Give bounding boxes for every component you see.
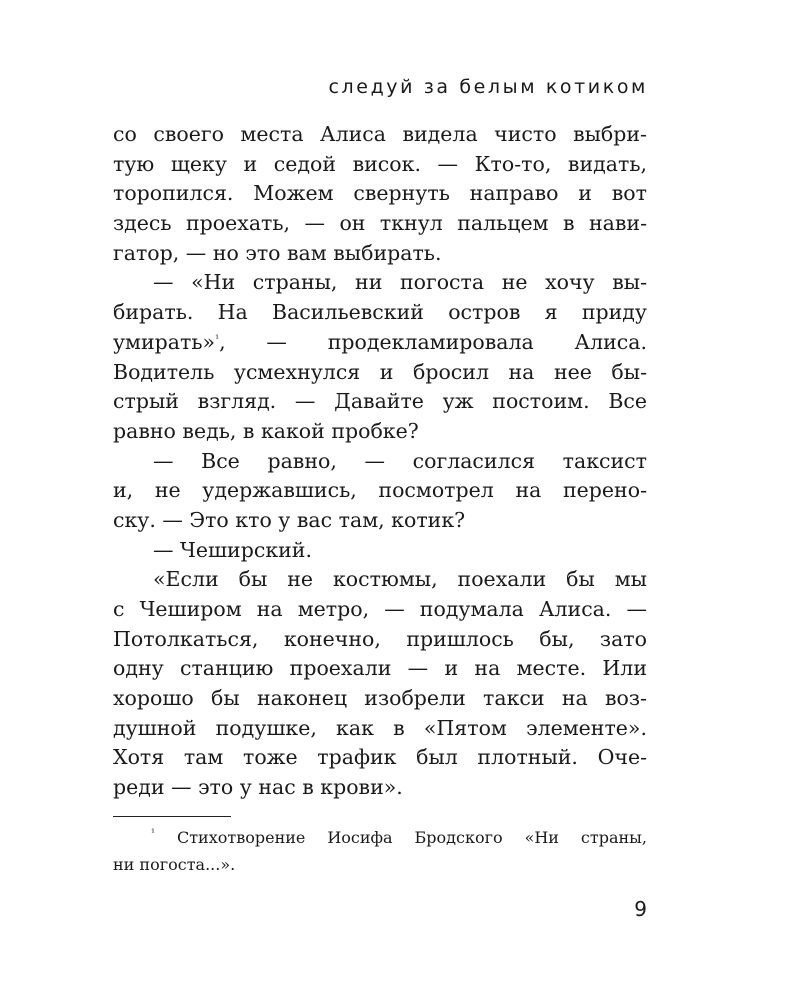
text-fragment: , — продекламировала Алиса. xyxy=(219,329,647,354)
text-line: торопился. Можем свернуть направо и вот xyxy=(113,181,647,206)
text-line: — Чеширский. xyxy=(153,537,312,562)
text-line: тую щеку и седой висок. — Кто-то, видать, xyxy=(113,151,647,176)
footnote-line xyxy=(113,824,647,851)
text-line: с Чеширом на метро, — подумала Алиса. — xyxy=(113,597,647,621)
footnotes xyxy=(113,824,647,878)
text-line: — «Ни страны, ни погоста не хочу вы- xyxy=(153,270,647,295)
text-line: хорошо бы наконец изобрели такси на воз- xyxy=(113,686,647,711)
footnote-marker: ¹ xyxy=(151,828,156,839)
text-line: одну станцию проехали — и на месте. Или xyxy=(113,656,647,681)
text-line: Водитель усмехнулся и бросил на нее бы- xyxy=(113,359,647,384)
text-line: — Все равно, — согласился таксист xyxy=(153,448,647,473)
running-head: следуй за белым котиком xyxy=(328,76,648,98)
text-fragment: умирать» xyxy=(113,329,216,354)
page-number: 9 xyxy=(634,897,647,921)
text-line: и, не удержавшись, посмотрел на перено- xyxy=(113,478,647,503)
text-line: реди — это у нас в крови». xyxy=(113,775,403,800)
text-line: Хотя там тоже трафик был плотный. Оче- xyxy=(113,745,647,770)
text-line: здесь проехать, — он ткнул пальцем в нави- xyxy=(113,211,647,236)
text-line: «Если бы не костюмы, поехали бы мы xyxy=(153,567,647,592)
footnote-reference: ¹ xyxy=(215,333,220,345)
text-line: гатор, — но это вам выбирать. xyxy=(113,240,442,265)
text-line: душной подушке, как в «Пятом элементе». xyxy=(113,715,647,740)
text-line xyxy=(113,328,647,358)
text-line: бирать. На Васильевский остров я приду xyxy=(113,300,647,325)
footnote-text: Стихотворение Иосифа Бродского «Ни страны, xyxy=(155,828,647,847)
text-line: стрый взгляд. — Давайте уж постоим. Все xyxy=(113,389,647,414)
text-line: Потолкаться, конечно, пришлось бы, зато xyxy=(113,626,647,651)
body-text xyxy=(113,120,647,803)
footnote-line: ни погоста...». xyxy=(113,855,236,874)
text-line: со своего места Алиса видела чисто выбри- xyxy=(113,122,647,146)
footnote-divider xyxy=(113,816,231,817)
text-line: ску. — Это кто у вас там, котик? xyxy=(113,507,466,532)
text-line: равно ведь, в какой пробке? xyxy=(113,418,419,443)
